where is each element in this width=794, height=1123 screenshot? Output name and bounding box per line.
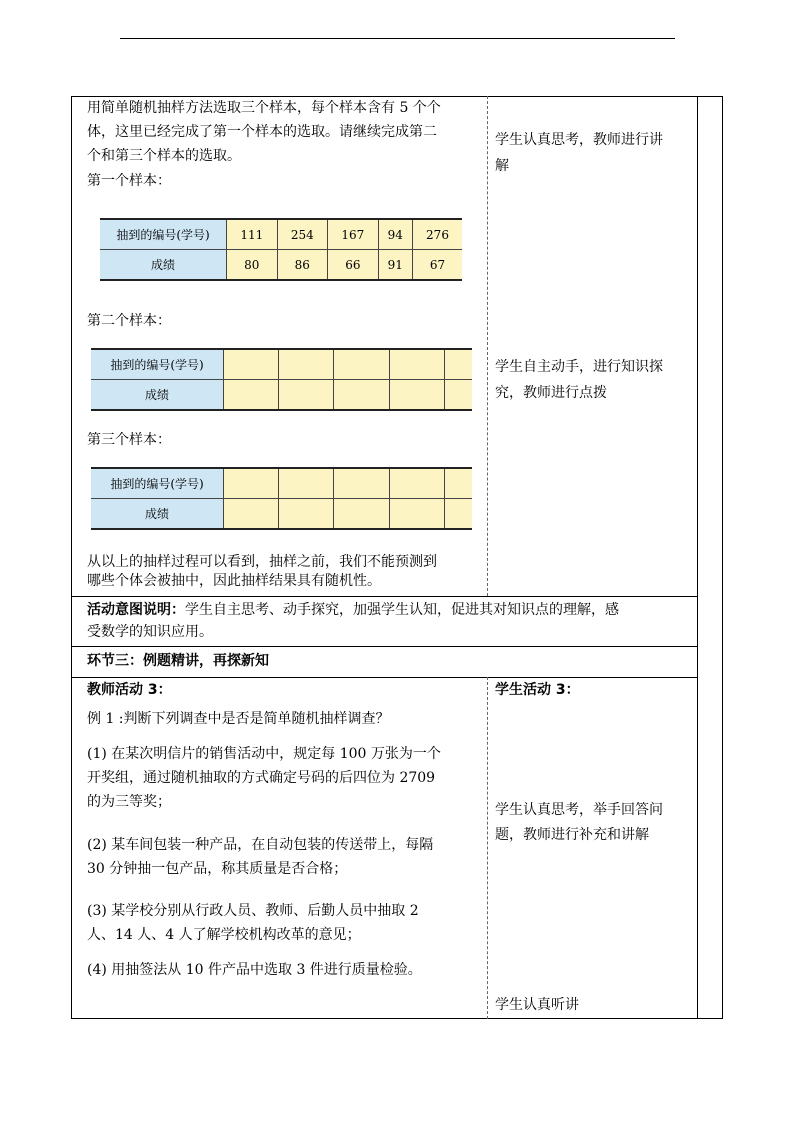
item-1-line-3: 的为三等奖； [87, 794, 171, 810]
table-cell-empty [444, 380, 472, 411]
table-row [91, 349, 472, 380]
table-cell-empty [224, 349, 279, 380]
student-note-2-line-2: 究，教师进行点拨 [495, 385, 607, 401]
section3-title: 环节三：例题精讲，再探新知 [87, 653, 269, 669]
student-activity-3-line-2: 题，教师进行补充和讲解 [495, 827, 649, 843]
table-cell: 86 [277, 250, 328, 281]
table-row [91, 380, 472, 411]
table-cell-empty [279, 468, 334, 499]
table-cell-empty [279, 380, 334, 411]
table-cell-empty [279, 499, 334, 530]
item-4: (4) 用抽签法从 10 件产品中选取 3 件进行质量检验。 [87, 962, 422, 978]
student-activity-3-listen: 学生认真听讲 [495, 997, 579, 1013]
table-cell-empty [444, 499, 472, 530]
example-1: 例 1 :判断下列调查中是否是简单随机抽样调查？ [87, 711, 390, 727]
intro-line-2: 体，这里已经完成了第一个样本的选取。请继续完成第二 [87, 124, 437, 140]
table-cell-empty [224, 499, 279, 530]
table-header-cell: 成绩 [91, 380, 224, 411]
table-row [100, 250, 462, 281]
conclusion-line-2: 哪些个体会被抽中，因此抽样结果具有随机性。 [87, 573, 381, 589]
table-cell-empty [444, 349, 472, 380]
sample1-label: 第一个样本： [87, 173, 171, 189]
table-cell: 276 [413, 219, 463, 250]
table-cell-empty [444, 468, 472, 499]
table-header-cell: 抽到的编号(学号) [100, 219, 227, 250]
column-divider-lower [487, 677, 488, 1019]
sample3-table [91, 467, 472, 530]
table-cell-empty [389, 349, 444, 380]
table-cell: 94 [378, 219, 412, 250]
table-row [100, 219, 462, 250]
table-cell-empty [389, 468, 444, 499]
table-cell: 254 [277, 219, 328, 250]
table-cell-empty [334, 380, 389, 411]
table-row [91, 499, 472, 530]
table-cell: 66 [328, 250, 379, 281]
sample1-table [100, 218, 462, 281]
table-cell-empty [389, 380, 444, 411]
intro-line-1: 用简单随机抽样方法选取三个样本，每个样本含有 5 个个 [87, 100, 441, 116]
table-cell: 111 [227, 219, 278, 250]
student-activity-3-line-1: 学生认真思考，举手回答问 [495, 802, 663, 818]
table-cell-empty [389, 499, 444, 530]
table-row [91, 468, 472, 499]
table-cell: 167 [328, 219, 379, 250]
sample2-table [91, 348, 472, 411]
intent-prefix: 活动意图说明： [87, 602, 185, 618]
item-1-line-1: (1) 在某次明信片的销售活动中，规定每 100 万张为一个 [87, 746, 441, 762]
table-cell-empty [279, 349, 334, 380]
student-note-1-line-2: 解 [495, 158, 509, 174]
table-cell-empty [334, 349, 389, 380]
page-header-rule [120, 38, 675, 39]
row-divider-section3 [71, 646, 697, 647]
teacher-activity-3-title: 教师活动 3： [87, 682, 172, 698]
table-cell: 80 [227, 250, 278, 281]
sample3-label: 第三个样本： [87, 432, 171, 448]
item-1-line-2: 开奖组，通过随机抽取的方式确定号码的后四位为 2709 [87, 770, 436, 786]
item-3-line-1: (3) 某学校分别从行政人员、教师、后勤人员中抽取 2 [87, 903, 419, 919]
student-activity-3-title: 学生活动 3： [495, 682, 580, 698]
table-cell: 67 [413, 250, 463, 281]
student-note-1-line-1: 学生认真思考，教师进行讲 [495, 132, 663, 148]
column-divider-upper [487, 96, 488, 596]
table-header-cell: 抽到的编号(学号) [91, 349, 224, 380]
table-header-cell: 成绩 [91, 499, 224, 530]
intro-line-3: 个和第三个样本的选取。 [87, 148, 241, 164]
table-cell-empty [224, 468, 279, 499]
table-cell-empty [334, 468, 389, 499]
table-header-cell: 抽到的编号(学号) [91, 468, 224, 499]
table-cell-empty [224, 380, 279, 411]
item-2-line-1: (2) 某车间包装一种产品，在自动包装的传送带上，每隔 [87, 837, 434, 853]
intent-line-2: 受数学的知识应用。 [87, 624, 213, 640]
right-margin-column-line [697, 96, 698, 1019]
conclusion-line-1: 从以上的抽样过程可以看到，抽样之前，我们不能预测到 [87, 554, 437, 570]
item-2-line-2: 30 分钟抽一包产品，称其质量是否合格； [87, 861, 348, 877]
student-note-2-line-1: 学生自主动手，进行知识探 [495, 359, 663, 375]
item-3-line-2: 人、14 人、4 人了解学校机构改革的意见； [87, 927, 361, 943]
table-cell-empty [334, 499, 389, 530]
intent-text: 学生自主思考、动手探究，加强学生认知，促进其对知识点的理解，感 [185, 602, 619, 618]
table-cell: 91 [378, 250, 412, 281]
table-header-cell: 成绩 [100, 250, 227, 281]
sample2-label: 第二个样本： [87, 313, 171, 329]
